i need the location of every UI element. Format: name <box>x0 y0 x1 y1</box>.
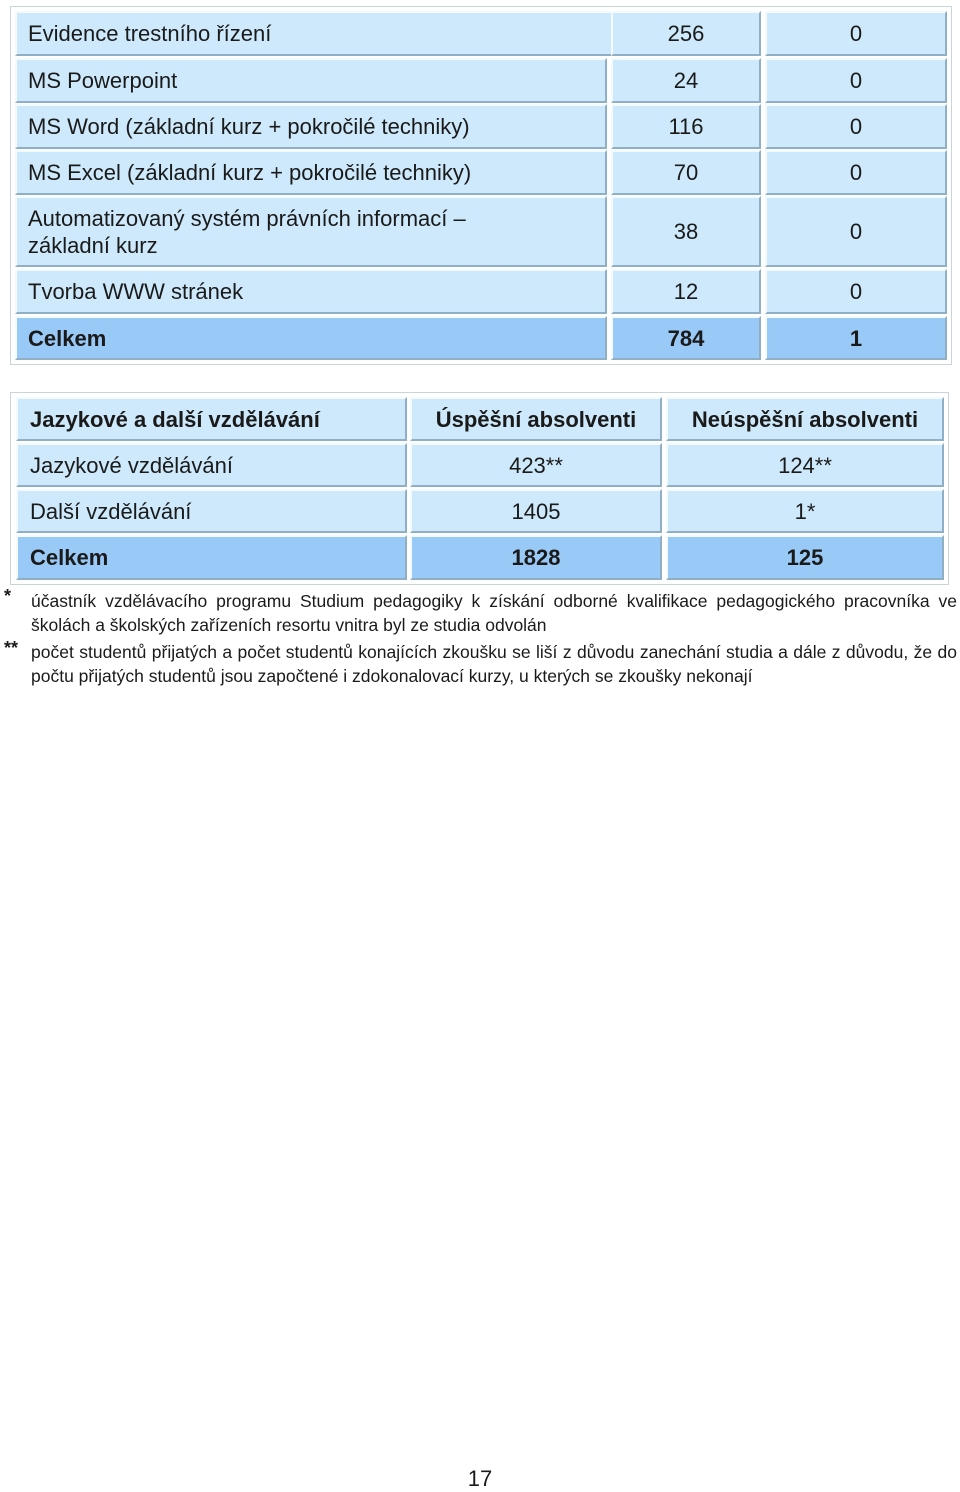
table-row <box>11 489 948 533</box>
table-total-row <box>11 316 951 360</box>
fail-count: 124** <box>666 443 944 487</box>
fail-count: 1* <box>666 489 944 533</box>
fail-count: 0 <box>765 58 947 103</box>
total-label: Celkem <box>15 316 607 360</box>
course-name: MS Excel (základní kurz + pokročilé techniky) <box>15 150 607 195</box>
success-count: 116 <box>611 104 761 149</box>
language-education-table <box>10 392 949 585</box>
success-count: 1405 <box>410 489 662 533</box>
table-row <box>11 150 951 195</box>
courses-table <box>10 6 952 365</box>
table-row <box>11 104 951 149</box>
table-row <box>11 269 951 314</box>
total-fail: 125 <box>666 535 944 580</box>
fail-count: 0 <box>765 11 947 56</box>
table-row <box>11 11 951 56</box>
footnote-mark-single: * <box>4 586 12 606</box>
success-count: 24 <box>611 58 761 103</box>
header-success: Úspěšní absolventi <box>410 397 662 441</box>
total-fail: 1 <box>765 316 947 360</box>
fail-count: 0 <box>765 104 947 149</box>
success-count: 423** <box>410 443 662 487</box>
header-category: Jazykové a další vzdělávání <box>16 397 407 441</box>
success-count: 12 <box>611 269 761 314</box>
course-name: Tvorba WWW stránek <box>15 269 607 314</box>
table-row <box>11 443 948 487</box>
total-success: 784 <box>611 316 761 360</box>
table-header-row <box>11 397 948 441</box>
table-total-row <box>11 535 948 580</box>
course-name: Automatizovaný systém právních informací – základní kurz <box>15 196 607 267</box>
table-row <box>11 196 951 267</box>
course-name: MS Word (základní kurz + pokročilé techniky) <box>15 104 607 149</box>
success-count: 38 <box>611 196 761 267</box>
success-count: 256 <box>611 11 761 56</box>
course-name: MS Powerpoint <box>15 58 607 103</box>
header-fail: Neúspěšní absolventi <box>666 397 944 441</box>
footnote-mark-double: ** <box>4 638 19 658</box>
category-name: Další vzdělávání <box>16 489 407 533</box>
footnote-double: počet studentů přijatých a počet studentů konajících zkoušku se liší z důvodu zanechání studia a dále z důvodu, že do počtu přijatých studentů jsou započtené i zdokonalovací kurzy, u kterých se zkoušky nekonají <box>31 642 957 686</box>
fail-count: 0 <box>765 150 947 195</box>
page-number: 17 <box>467 1466 493 1491</box>
table-row <box>11 58 951 103</box>
total-label: Celkem <box>16 535 407 580</box>
total-success: 1828 <box>410 535 662 580</box>
success-count: 70 <box>611 150 761 195</box>
footnote-single: účastník vzdělávacího programu Studium pedagogiky k získání odborné kvalifikace pedagogického pracovníka ve školách a školských zařízeních resortu vnitra byl ze studia odvolán <box>31 591 957 635</box>
fail-count: 0 <box>765 196 947 267</box>
fail-count: 0 <box>765 269 947 314</box>
course-name: Evidence trestního řízení <box>15 11 619 56</box>
category-name: Jazykové vzdělávání <box>16 443 407 487</box>
